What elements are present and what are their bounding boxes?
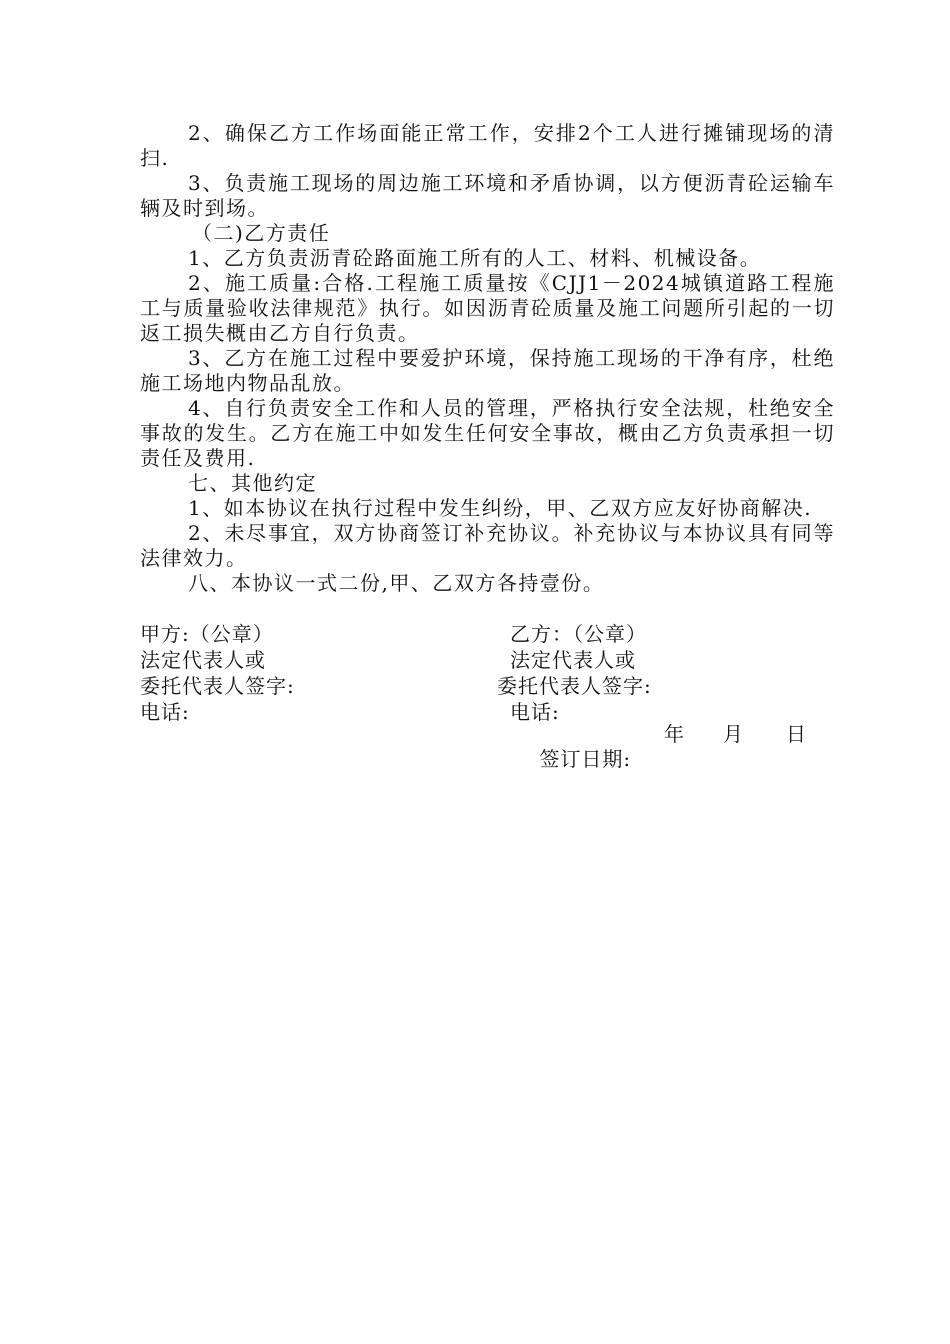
- party-b-seal-label: 乙方：（公章）: [510, 622, 647, 646]
- party-b-rep-line1: 法定代表人或: [510, 648, 636, 672]
- paragraph-party-a-duty-2: 2、确保乙方工作场面能正常工作，安排2个工人进行摊铺现场的清扫.: [140, 121, 835, 170]
- party-a-rep-line1: 法定代表人或: [140, 648, 266, 672]
- signing-date-row: [510, 722, 631, 797]
- party-a-seal-label: 甲方:（公章）: [140, 622, 274, 646]
- paragraph-party-b-duty-2: 2、施工质量:合格.工程施工质量按《CJJ1－2024城镇道路工程施工与质量验收法律规范》执行。如因沥青砼质量及施工问题所引起的一切返工损失概由乙方自行负责。: [140, 271, 835, 345]
- paragraph-party-a-duty-3: 3、负责施工现场的周边施工环境和矛盾协调，以方便沥青砼运输车辆及时到场。: [140, 171, 835, 220]
- paragraph-other-term-1: 1、如本协议在执行过程中发生纠纷，甲、乙双方应友好协商解决.: [188, 496, 813, 520]
- paragraph-party-b-duty-4: 4、自行负责安全工作和人员的管理，严格执行安全法规，杜绝安全事故的发生。乙方在施工中如发生任何安全事故，概由乙方负责承担一切责任及费用.: [140, 396, 835, 470]
- paragraph-party-b-duty-1: 1、乙方负责沥青砼路面施工所有的人工、材料、机械设备。: [188, 246, 762, 270]
- date-year-label: 年: [664, 722, 685, 746]
- contract-body: [140, 121, 835, 596]
- party-a-rep-line2: 委托代表人签字:: [140, 674, 295, 698]
- paragraph-party-b-duty-3: 3、乙方在施工过程中要爱护环境，保持施工现场的干净有序，杜绝施工场地内物品乱放。: [140, 346, 835, 395]
- signing-date-label: 签订日期:: [539, 747, 632, 771]
- section-heading-party-b-duties: （二)乙方责任: [192, 221, 331, 245]
- date-day-label: 日: [786, 722, 807, 746]
- party-b-phone: 电话:: [510, 700, 560, 724]
- party-b-rep-line2: 委托代表人签字:: [497, 674, 652, 698]
- party-a-phone: 电话:: [140, 700, 190, 724]
- section-copies-clause: 八、本协议一式二份,甲、乙双方各持壹份。: [188, 571, 605, 595]
- paragraph-other-term-2: 2、未尽事宜，双方协商签订补充协议。补充协议与本协议具有同等法律效力。: [140, 521, 835, 570]
- section-heading-other-terms: 七、其他约定: [188, 471, 317, 495]
- date-month-label: 月: [723, 722, 744, 746]
